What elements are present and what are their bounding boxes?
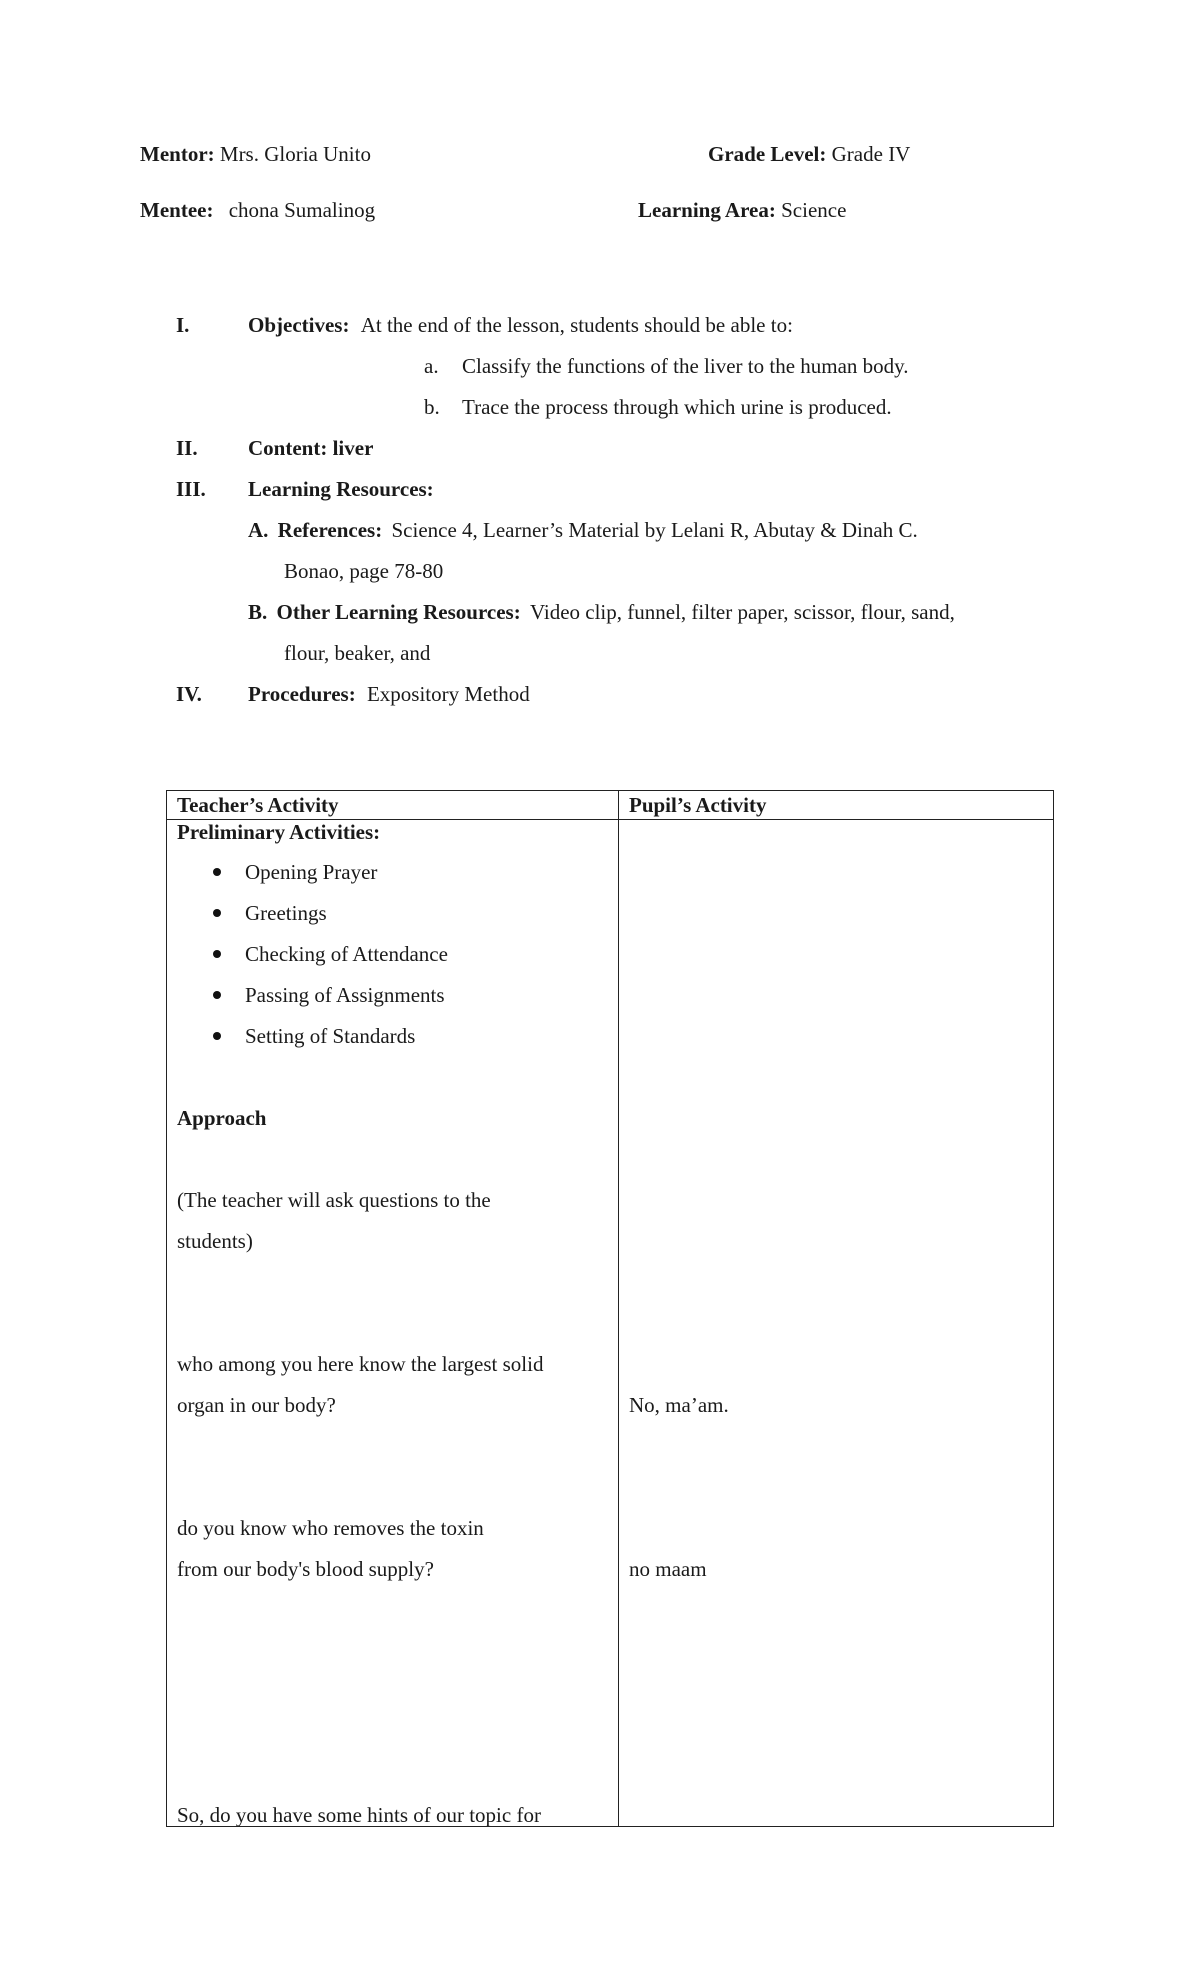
other-resources-text: Video clip, funnel, filter paper, scissor, flour, sand, [529,600,955,624]
section-number-ii: II. [176,436,198,460]
section-number-iii: III. [176,477,206,501]
references-marker: A. [248,518,269,542]
teacher-question-2-cont: from our body's blood supply? [177,1557,434,1581]
mentee-field [140,198,375,223]
mentor-label: Mentor: [140,142,215,166]
activity-table [166,790,1054,1827]
references-label: References: [277,518,383,542]
pupil-activity-header: Pupil’s Activity [619,791,1054,820]
content-heading: Content: liver [248,436,374,460]
approach-heading: Approach [177,1106,267,1130]
bullet-icon [213,909,221,917]
list-item: Setting of Standards [213,1024,415,1049]
learning-area-label: Learning Area: [638,198,776,222]
procedures-heading [248,682,530,707]
mentee-label: Mentee: [140,198,214,222]
objective-text: Trace the process through which urine is produced. [462,395,892,419]
teacher-question-3: So, do you have some hints of our topic for [177,1803,541,1826]
pupil-answer-2: no maam [629,1557,707,1581]
references-text: Science 4, Learner’s Material by Lelani R, Abutay & Dinah C. [391,518,918,542]
list-item: Checking of Attendance [213,942,448,967]
objective-marker: b. [424,395,440,419]
mentor-field [140,142,371,167]
mentee-value: chona Sumalinog [228,198,376,222]
objective-item-a [424,354,909,379]
procedures-text: Expository Method [366,682,530,706]
mentor-value: Mrs. Gloria Unito [219,142,371,166]
grade-level-value: Grade IV [831,142,911,166]
learning-area-field [638,198,846,223]
list-item: Opening Prayer [213,860,377,885]
objectives-text: At the end of the lesson, students should be able to: [360,313,793,337]
teacher-instruction-cont: students) [177,1229,253,1253]
other-resources-label: Other Learning Resources: [276,600,521,624]
grade-level-label: Grade Level: [708,142,827,166]
table-header-row [167,791,1054,820]
teacher-question-2: do you know who removes the toxin [177,1516,484,1540]
references-line [248,518,918,543]
objectives-label: Objectives: [248,313,350,337]
pupil-activity-cell [619,820,1054,1827]
learning-resources-heading: Learning Resources: [248,477,434,501]
objective-item-b [424,395,892,420]
teacher-question-1: who among you here know the largest solid [177,1352,544,1376]
section-number-i: I. [176,313,190,337]
other-resources-text-cont: flour, beaker, and [284,641,431,665]
procedures-label: Procedures: [248,682,356,706]
teacher-instruction: (The teacher will ask questions to the [177,1188,491,1212]
table-row [167,820,1054,1827]
teacher-activity-cell [167,820,619,1827]
section-number-iv: IV. [176,682,202,706]
grade-level-field [708,142,910,167]
other-resources-line [248,600,955,625]
objectives-heading [248,313,793,338]
learning-area-value: Science [781,198,847,222]
bullet-icon [213,950,221,958]
teacher-activity-header: Teacher’s Activity [167,791,619,820]
objective-text: Classify the functions of the liver to the human body. [462,354,909,378]
bullet-icon [213,991,221,999]
other-resources-marker: B. [248,600,268,624]
preliminary-heading: Preliminary Activities: [177,820,381,844]
bullet-icon [213,868,221,876]
teacher-question-1-cont: organ in our body? [177,1393,336,1417]
objective-marker: a. [424,354,439,378]
list-item: Passing of Assignments [213,983,445,1008]
pupil-answer-1: No, ma’am. [629,1393,729,1417]
list-item: Greetings [213,901,327,926]
references-text-cont: Bonao, page 78-80 [284,559,444,583]
bullet-icon [213,1032,221,1040]
